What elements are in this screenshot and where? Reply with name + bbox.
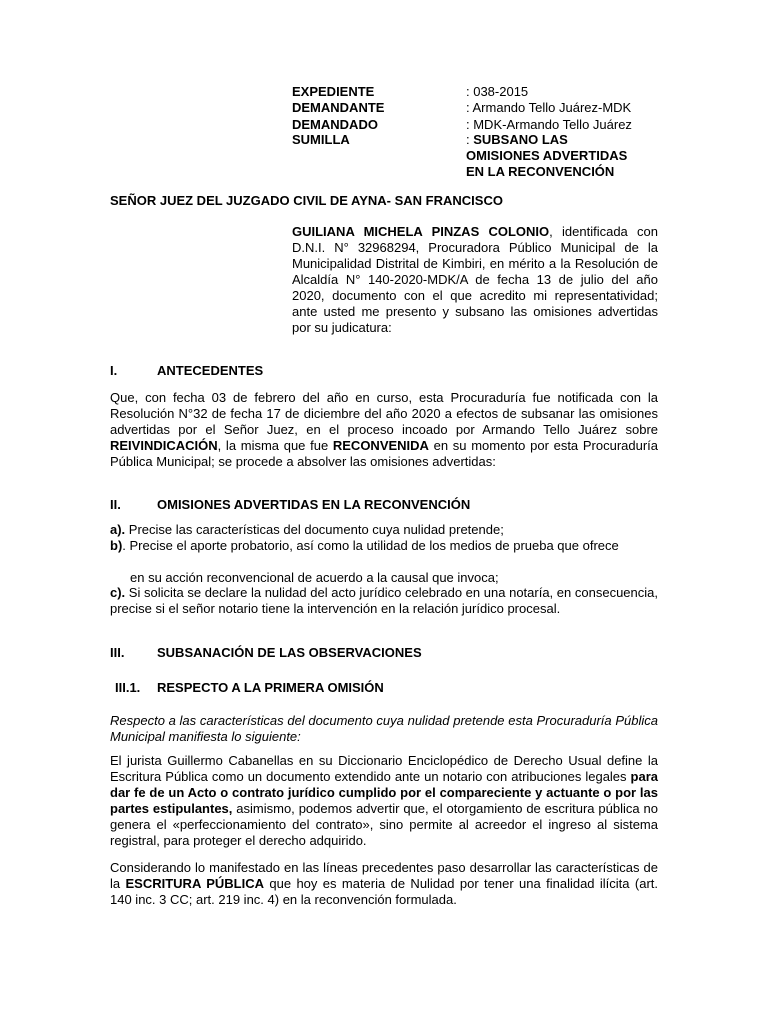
section-3-p2-text-c: que hoy es materia de Nulidad por tener una finalidad ilícita (art. 140 inc. 3 CC; art. 219 inc. 4) en la reconvención formulada. — [110, 876, 659, 907]
intro-name: GUILIANA MICHELA PINZAS COLONIO — [292, 224, 550, 239]
sumilla-line-1: SUBSANO LAS — [473, 132, 568, 147]
section-1-title: ANTECEDENTES — [157, 363, 264, 378]
sumilla-line-2: OMISIONES ADVERTIDAS — [466, 148, 628, 163]
demandante-label: DEMANDANTE — [292, 100, 385, 115]
section-2-title: OMISIONES ADVERTIDAS EN LA RECONVENCIÓN — [157, 497, 471, 512]
sumilla-label: SUMILLA — [292, 132, 350, 147]
demandado-value: : MDK-Armando Tello Juárez — [466, 117, 632, 132]
expediente-label: EXPEDIENTE — [292, 84, 375, 99]
section-1-bold-1: REIVINDICACIÓN — [110, 438, 218, 453]
omission-b — [110, 538, 658, 554]
section-1-text-2: , la misma que fue — [217, 438, 333, 453]
expediente-value: : 038-2015 — [466, 84, 529, 99]
omission-c — [110, 585, 658, 617]
section-3-number: III. — [110, 645, 125, 660]
section-3-p1-text-c: asimismo, podemos advertir que, el otorgamiento de escritura pública no genera el «perfeccionamiento del contrato», sino permite al acreedor el ingreso al sistema registral, para proteger el derecho adquirido. — [110, 801, 658, 848]
section-1-paragraph — [110, 390, 658, 470]
section-3-p1-text-a: El jurista Guillermo Cabanellas en su Diccionario Enciclopédico de Derecho Usual define la Escritura Pública como un documento extendido ante un notario con atribuciones legales — [110, 753, 658, 784]
intro-paragraph — [292, 224, 658, 336]
sumilla-line-3: EN LA RECONVENCIÓN — [466, 164, 615, 179]
omission-c-text: Si solicita se declare la nulidad del acto jurídico celebrado en una notaría, en consecuencia, precise si el señor notario tiene la intervención en la relación jurídico procesal. — [110, 585, 658, 616]
section-3-paragraph-2 — [110, 860, 658, 908]
omission-c-label: c). — [110, 585, 126, 600]
section-2-number: II. — [110, 497, 121, 512]
omission-b-continuation: en su acción reconvencional de acuerdo a la causal que invoca; — [130, 570, 499, 585]
omission-a — [110, 522, 658, 538]
demandante-value: : Armando Tello Juárez-MDK — [466, 100, 632, 115]
section-3-p2-bold: ESCRITURA PÚBLICA — [125, 876, 265, 891]
intro-text: , identificada con D.N.I. N° 32968294, Procuradora Público Municipal de la Municipalidad Distrital de Kimbiri, en mérito a la Resolución de Alcaldía N° 140-2020-MDK/A de fecha 13 de julio del año 2020, documento con el que acredito mi representatividad; ante usted me presento y subsano las omisiones advertidas por su judicatura: — [292, 224, 658, 335]
sumilla-prefix: : — [466, 132, 474, 147]
section-3-title: SUBSANACIÓN DE LAS OBSERVACIONES — [157, 645, 422, 660]
omission-a-text: Precise las características del documento cuya nulidad pretende; — [125, 522, 504, 537]
section-3-paragraph-1 — [110, 753, 658, 849]
section-1-text-3: en su momento por esta Procuraduría Pública Municipal; se procede a absolver las omisiones advertidas: — [110, 438, 659, 469]
addressee: SEÑOR JUEZ DEL JUZGADO CIVIL DE AYNA- SAN FRANCISCO — [110, 193, 503, 208]
section-1-bold-2: RECONVENIDA — [332, 438, 429, 453]
section-3-p2-text-a: Considerando lo manifestado en las líneas precedentes paso desarrollar las características de la — [110, 860, 658, 891]
omission-b-text: . Precise el aporte probatorio, así como la utilidad de los medios de prueba que ofrece — [122, 538, 619, 553]
section-3-italic-paragraph: Respecto a las características del documento cuya nulidad pretende esta Procuraduría Pública Municipal manifiesta lo siguiente: — [110, 713, 658, 744]
section-1-text-1: Que, con fecha 03 de febrero del año en curso, esta Procuraduría fue notificada con la Resolución N°32 de fecha 17 de diciembre del año 2020 a efectos de subsanar las omisiones advertidas por el Señor Juez, en el proceso incoado por Armando Tello Juárez sobre — [110, 390, 658, 437]
section-3-p1-bold: para dar fe de un Acto o contrato jurídico cumplido por el compareciente y actuante o por las partes estipulantes, — [110, 769, 658, 816]
omission-a-label: a). — [110, 522, 126, 537]
omission-b-label: b) — [110, 538, 123, 553]
demandado-label: DEMANDADO — [292, 117, 378, 132]
section-1-number: I. — [110, 363, 118, 378]
sumilla-value — [466, 132, 627, 180]
subsection-3-1-title: RESPECTO A LA PRIMERA OMISIÓN — [157, 680, 384, 695]
subsection-3-1-number: III.1. — [115, 680, 141, 695]
